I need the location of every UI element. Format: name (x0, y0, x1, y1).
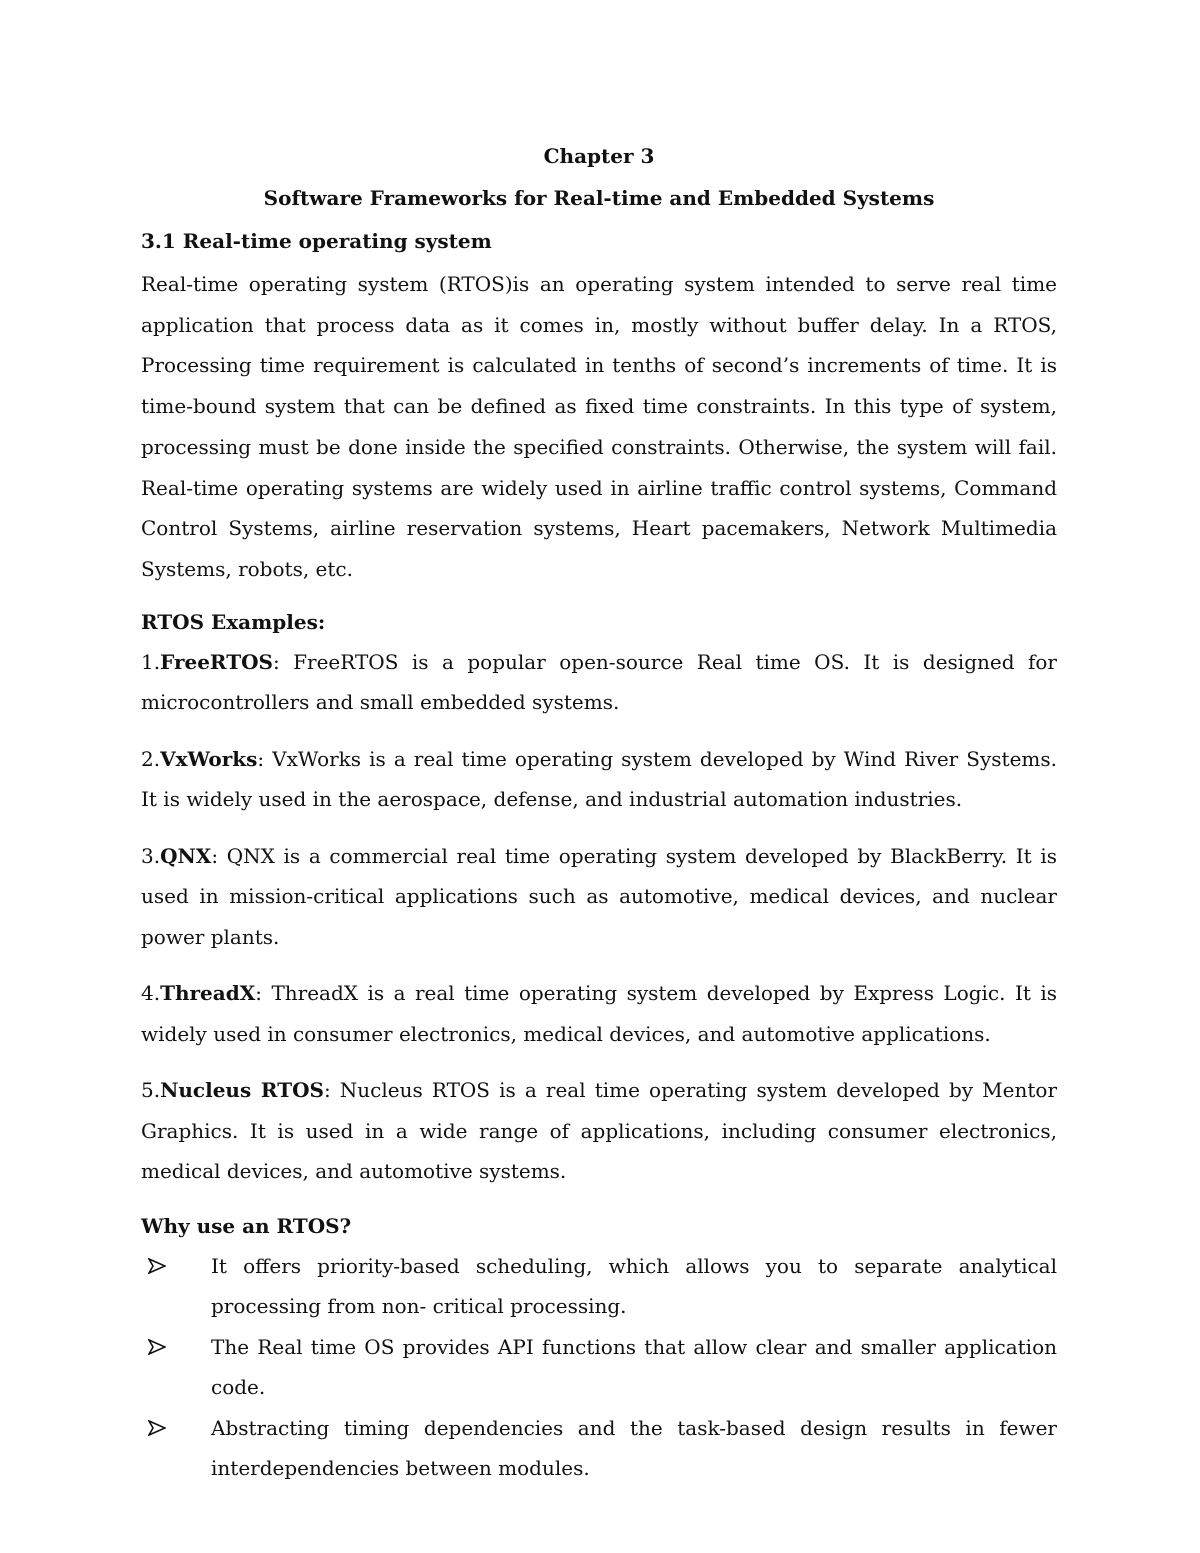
example-item-vxworks (141, 739, 1057, 820)
examples-heading: RTOS Examples: (141, 609, 326, 634)
list-item (141, 1408, 1057, 1489)
section-heading: 3.1 Real-time operating system (141, 229, 492, 253)
example-item-nucleus-rtos (141, 1070, 1057, 1192)
example-number: 2. (141, 746, 161, 771)
why-bullet-list (141, 1246, 1057, 1489)
rtos-definition-paragraph: Real-time operating system (RTOS)is an operating system intended to serve real time application that process data as it comes in, mostly without buffer delay. In a RTOS, Processing time requirement is calculated in tenths of second’s increments of time. It is time-bound system that can be defined as fixed time constraints. In this type of system, processing must be done inside the specified constraints. Otherwise, the system will fail. Real-time operating systems are widely used in airline traffic control systems, Command Control Systems, airline reservation systems, Heart pacemakers, Network Multimedia Systems, robots, etc. (141, 272, 1057, 581)
example-number: 5. (141, 1078, 161, 1103)
example-text: : FreeRTOS is a popular open-source Real time OS. It is designed for microcontrollers and small embedded systems. (141, 649, 1057, 715)
bullet-text: It offers priority-based scheduling, which allows you to separate analytical processing from non- critical processing. (211, 1253, 1057, 1319)
list-item (141, 1246, 1057, 1327)
example-text: : ThreadX is a real time operating system developed by Express Logic. It is widely used in consumer electronics, medical devices, and automotive applications. (141, 981, 1057, 1046)
chapter-title: Chapter 3 (543, 144, 655, 168)
example-name: QNX (160, 843, 212, 868)
example-name: ThreadX (160, 981, 256, 1006)
arrowhead-bullet-icon (148, 1258, 166, 1274)
example-name: Nucleus RTOS (160, 1078, 324, 1103)
example-name: FreeRTOS (160, 649, 273, 674)
example-number: 1. (141, 649, 161, 674)
example-text: : Nucleus RTOS is a real time operating system developed by Mentor Graphics. It is used in a wide range of applications, including consumer electronics, medical devices, and automotive systems. (141, 1078, 1058, 1184)
example-item-freertos (141, 642, 1057, 723)
example-item-qnx (141, 836, 1057, 958)
example-name: VxWorks (160, 746, 258, 771)
list-item (141, 1327, 1057, 1408)
bullet-text: Abstracting timing dependencies and the task-based design results in fewer interdependencies between modules. (211, 1415, 1057, 1481)
why-heading: Why use an RTOS? (141, 1213, 352, 1238)
example-number: 3. (141, 843, 161, 868)
arrowhead-bullet-icon (148, 1339, 166, 1355)
bullet-text: The Real time OS provides API functions that allow clear and smaller application code. (211, 1334, 1057, 1400)
example-text: : VxWorks is a real time operating system developed by Wind River Systems. It is widely used in the aerospace, defense, and industrial automation industries. (141, 746, 1057, 812)
chapter-subtitle: Software Frameworks for Real-time and Embedded Systems (263, 186, 935, 210)
example-item-threadx (141, 973, 1057, 1054)
example-text: : QNX is a commercial real time operating system developed by BlackBerry. It is used in mission-critical applications such as automotive, medical devices, and nuclear power plants. (141, 843, 1057, 949)
arrowhead-bullet-icon (148, 1420, 166, 1436)
example-number: 4. (141, 981, 161, 1006)
